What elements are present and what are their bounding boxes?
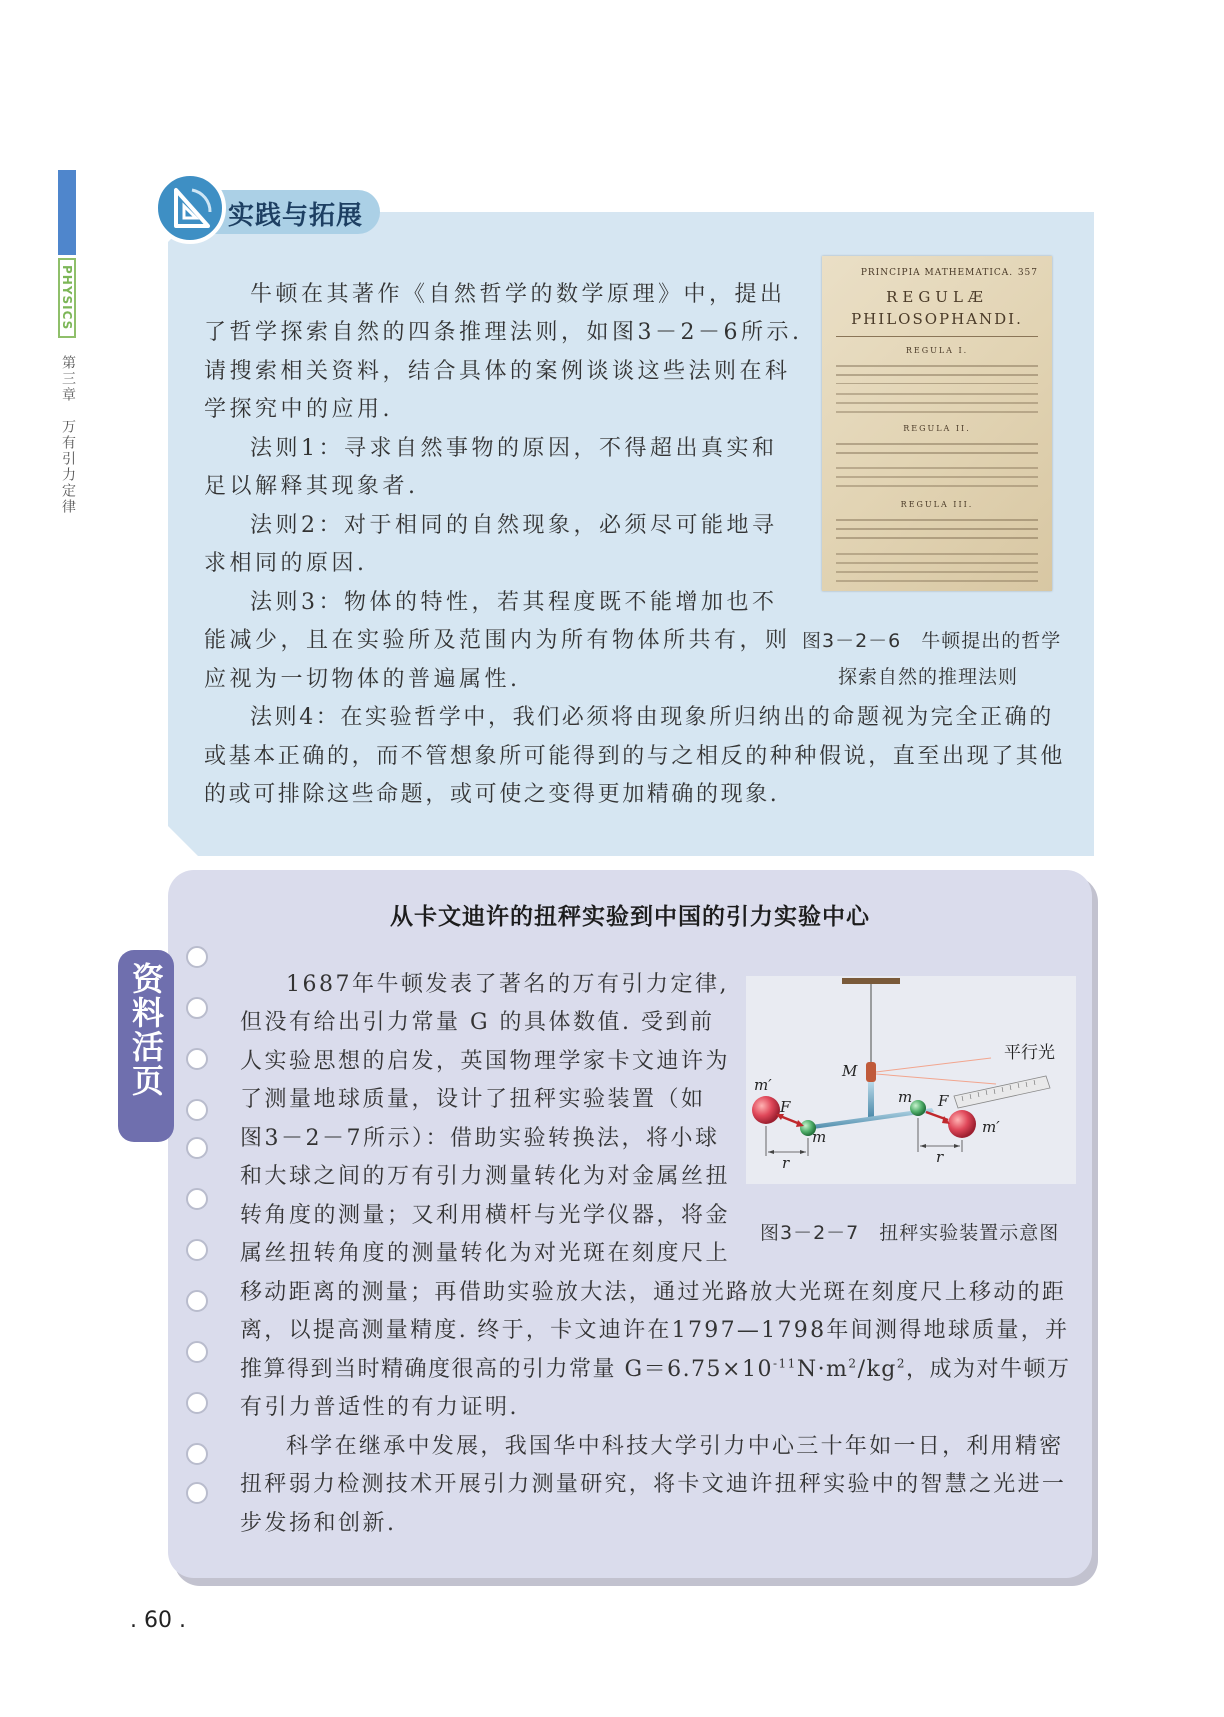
- side-subject-label: PHYSICS: [58, 258, 76, 338]
- rule-2-line: 法则2：对于相同的自然现象，必须尽可能地寻: [250, 513, 778, 538]
- text-line: 请搜索相关资料，结合具体的案例谈谈这些法则在科: [204, 359, 791, 384]
- ruler-triangle-icon: [154, 172, 226, 244]
- text-line: 转角度的测量；又利用横杆与光学仪器，将金: [240, 1203, 731, 1228]
- text-line: 了哲学探索自然的四条推理法则，如图3－2－6所示.: [204, 320, 803, 345]
- principia-page-image: [822, 256, 1052, 591]
- torsion-balance-diagram: [746, 976, 1076, 1184]
- binder-ring: [186, 1239, 208, 1261]
- small-ball-right: [910, 1100, 926, 1116]
- binder-ring: [186, 1099, 208, 1121]
- info-sheet-tab-label: 资料活页: [127, 962, 165, 1098]
- ceiling-mount: [842, 978, 900, 984]
- text-line: 图3－2－7所示）：借助实验转换法，将小球: [240, 1126, 720, 1151]
- light-ray-out: [876, 1074, 996, 1084]
- text-line: 人实验思想的启发，英国物理学家卡文迪许为: [240, 1049, 731, 1074]
- binder-ring: [186, 1443, 208, 1465]
- side-color-bar: [58, 170, 76, 255]
- binder-ring: [186, 1392, 208, 1414]
- text-line: 有引力普适性的有力证明.: [240, 1395, 519, 1420]
- ms-title-1: REGULÆ: [886, 288, 988, 306]
- rule-1-line: 法则1：寻求自然事物的原因，不得超出真实和: [250, 436, 778, 461]
- text-line: 足以解释其现象者.: [204, 474, 419, 499]
- figure-caption-3-2-6-line2: 探索自然的推理法则: [838, 666, 1019, 688]
- label-m-right: m: [898, 1088, 913, 1106]
- figure-caption-3-2-6-line1: 图3－2－6 牛顿提出的哲学: [802, 630, 1062, 652]
- label-F-left: F: [780, 1098, 791, 1116]
- scale-ruler: [954, 1076, 1050, 1108]
- label-r-left: r: [782, 1154, 790, 1172]
- ms-header: PRINCIPIA MATHEMATICA.: [860, 268, 1014, 278]
- label-m-prime-right: m′: [982, 1118, 1000, 1136]
- text-line: 属丝扭转角度的测量转化为对光斑在刻度尺上: [240, 1241, 731, 1266]
- rule-4-line: 法则4：在实验哲学中，我们必须将由现象所归纳出的命题视为完全正确的: [250, 705, 1054, 730]
- practice-title: 实践与拓展: [228, 201, 364, 231]
- text-line: 求相同的原因.: [204, 551, 368, 576]
- info-title: 从卡文迪许的扭秤实验到中国的引力实验中心: [390, 904, 870, 930]
- text-line: 1687年牛顿发表了著名的万有引力定律,: [286, 972, 729, 997]
- force-arrow-left: [780, 1116, 800, 1124]
- text-line: 的或可排除这些命题，或可使之变得更加精确的现象.: [204, 782, 780, 807]
- binder-ring: [186, 1188, 208, 1210]
- page-number: . 60 .: [130, 1608, 186, 1633]
- ms-rule-head-2: REGULA II.: [903, 424, 971, 433]
- text-line: 离，以提高测量精度. 终于，卡文迪许在1797—1798年间测得地球质量，并: [240, 1318, 1070, 1343]
- mirror: [866, 1062, 876, 1082]
- large-ball-left: [752, 1096, 780, 1124]
- text-line: 或基本正确的，而不管想象所可能得到的与之相反的种种假说，直至出现了其他: [204, 744, 1066, 769]
- binder-ring: [186, 1341, 208, 1363]
- rule-3-line: 法则3：物体的特性，若其程度既不能增加也不: [250, 590, 778, 615]
- ms-page: 357: [1017, 268, 1038, 278]
- g-constant-line: 推算得到当时精确度很高的引力常量 $G=6.75\times 10^{-11}N\cdot m^2/kg^2$，成为对牛顿万: [240, 1356, 1071, 1382]
- text-line: 应视为一切物体的普遍属性.: [204, 667, 521, 692]
- text-line: 但没有给出引力常量 G 的具体数值. 受到前: [240, 1010, 715, 1035]
- text-line: 科学在继承中发展，我国华中科技大学引力中心三十年如一日，利用精密: [286, 1434, 1064, 1459]
- label-F-right: F: [938, 1092, 949, 1110]
- label-m-left: m: [812, 1128, 827, 1146]
- text-line: 学探究中的应用.: [204, 397, 393, 422]
- binder-ring: [186, 1290, 208, 1312]
- binder-ring: [186, 997, 208, 1019]
- side-chapter-label: 第三章 万有引力定律: [60, 355, 76, 515]
- vertical-rod: [868, 1082, 874, 1118]
- light-ray-in: [876, 1058, 991, 1072]
- binder-ring: [186, 1137, 208, 1159]
- ms-title-2: PHILOSOPHANDI.: [851, 310, 1023, 328]
- binder-ring: [186, 946, 208, 968]
- large-ball-right: [948, 1110, 976, 1138]
- text-line: 能减少，且在实验所及范围内为所有物体所共有，则: [204, 628, 791, 653]
- ms-rule-head-3: REGULA III.: [900, 500, 974, 509]
- ms-rule-head-1: REGULA I.: [905, 346, 969, 355]
- text-line: 步发扬和创新.: [240, 1511, 397, 1536]
- text-line: 移动距离的测量；再借助实验放大法，通过光路放大光斑在刻度尺上移动的距: [240, 1280, 1067, 1305]
- label-parallel-light: 平行光: [1004, 1043, 1055, 1063]
- binder-ring: [186, 1048, 208, 1070]
- text-line: 了测量地球质量，设计了扭秤实验装置（如: [240, 1087, 706, 1112]
- label-m-prime-left: m′: [754, 1076, 772, 1094]
- text-line: 牛顿在其著作《自然哲学的数学原理》中，提出: [250, 282, 786, 307]
- figure-caption-3-2-7: 图3－2－7 扭秤实验装置示意图: [760, 1222, 1060, 1244]
- binder-ring: [186, 1482, 208, 1504]
- label-M: M: [842, 1062, 858, 1080]
- text-line: 和大球之间的万有引力测量转化为对金属丝扭: [240, 1164, 731, 1189]
- label-r-right: r: [936, 1148, 944, 1166]
- text-line: 扭秤弱力检测技术开展引力测量研究，将卡文迪许扭秤实验中的智慧之光进一: [240, 1472, 1067, 1497]
